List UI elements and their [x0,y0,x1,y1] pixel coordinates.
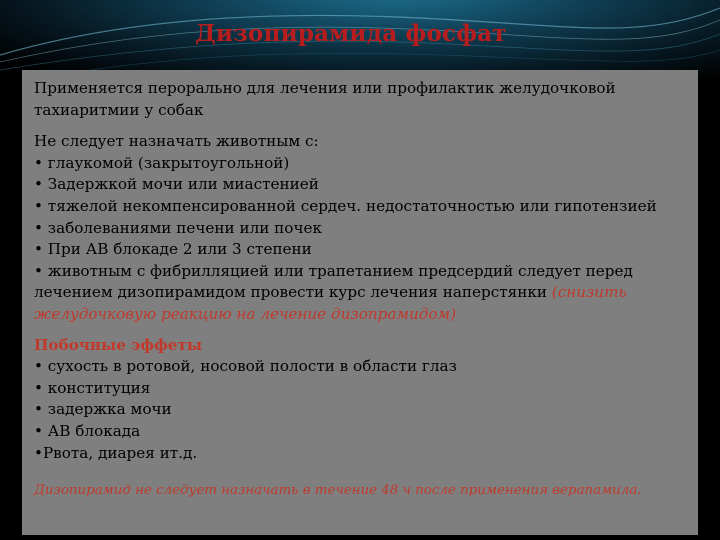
content-body [34,78,690,502]
fibrillation-text: • животным с фибрилляцией или трапетанием предсердий следует перед лечением дизопирамидом провести курс лечения наперстянки [34,261,633,302]
side-effect-item: • АВ блокада [34,421,141,440]
side-effect-item: • сухость в ротовой, носовой полости в области глаз [34,357,457,376]
footer-note: Дизопирамид не следует назначать в течение 48 ч после применения верапамила. [34,483,642,499]
side-effects-section [34,335,690,465]
content-panel [22,70,698,535]
contraindication-item: • Задержкой мочи или миастенией [34,175,319,194]
side-effects-heading: Побочные эффеты [34,335,203,354]
contraindication-item-fibrillation [34,261,690,326]
fibrillation-note: (снизить желудочковую реакцию на лечение дизопрамидом) [34,283,627,323]
contraindications-heading: Не следует назначать животным с: [34,132,319,151]
side-effect-item: • задержка мочи [34,400,172,419]
contraindication-item: • тяжелой некомпенсированной сердеч. недостаточностью или гипотензией [34,196,657,215]
contraindication-item: • При АВ блокаде 2 или 3 степени [34,240,312,259]
contraindications-section [34,131,690,325]
contraindication-item: • заболеваниями печени или почек [34,218,322,237]
contraindication-item: • глаукомой (закрытоугольной) [34,153,290,172]
slide-title: Дизопирамида фосфат [195,20,507,47]
side-effect-item: • конституция [34,378,151,397]
side-effect-item: •Рвота, диарея ит.д. [34,443,198,462]
intro-paragraph: Применяется перорально для лечения или профилактик желудочковой тахиаритмии у собак [34,79,616,119]
